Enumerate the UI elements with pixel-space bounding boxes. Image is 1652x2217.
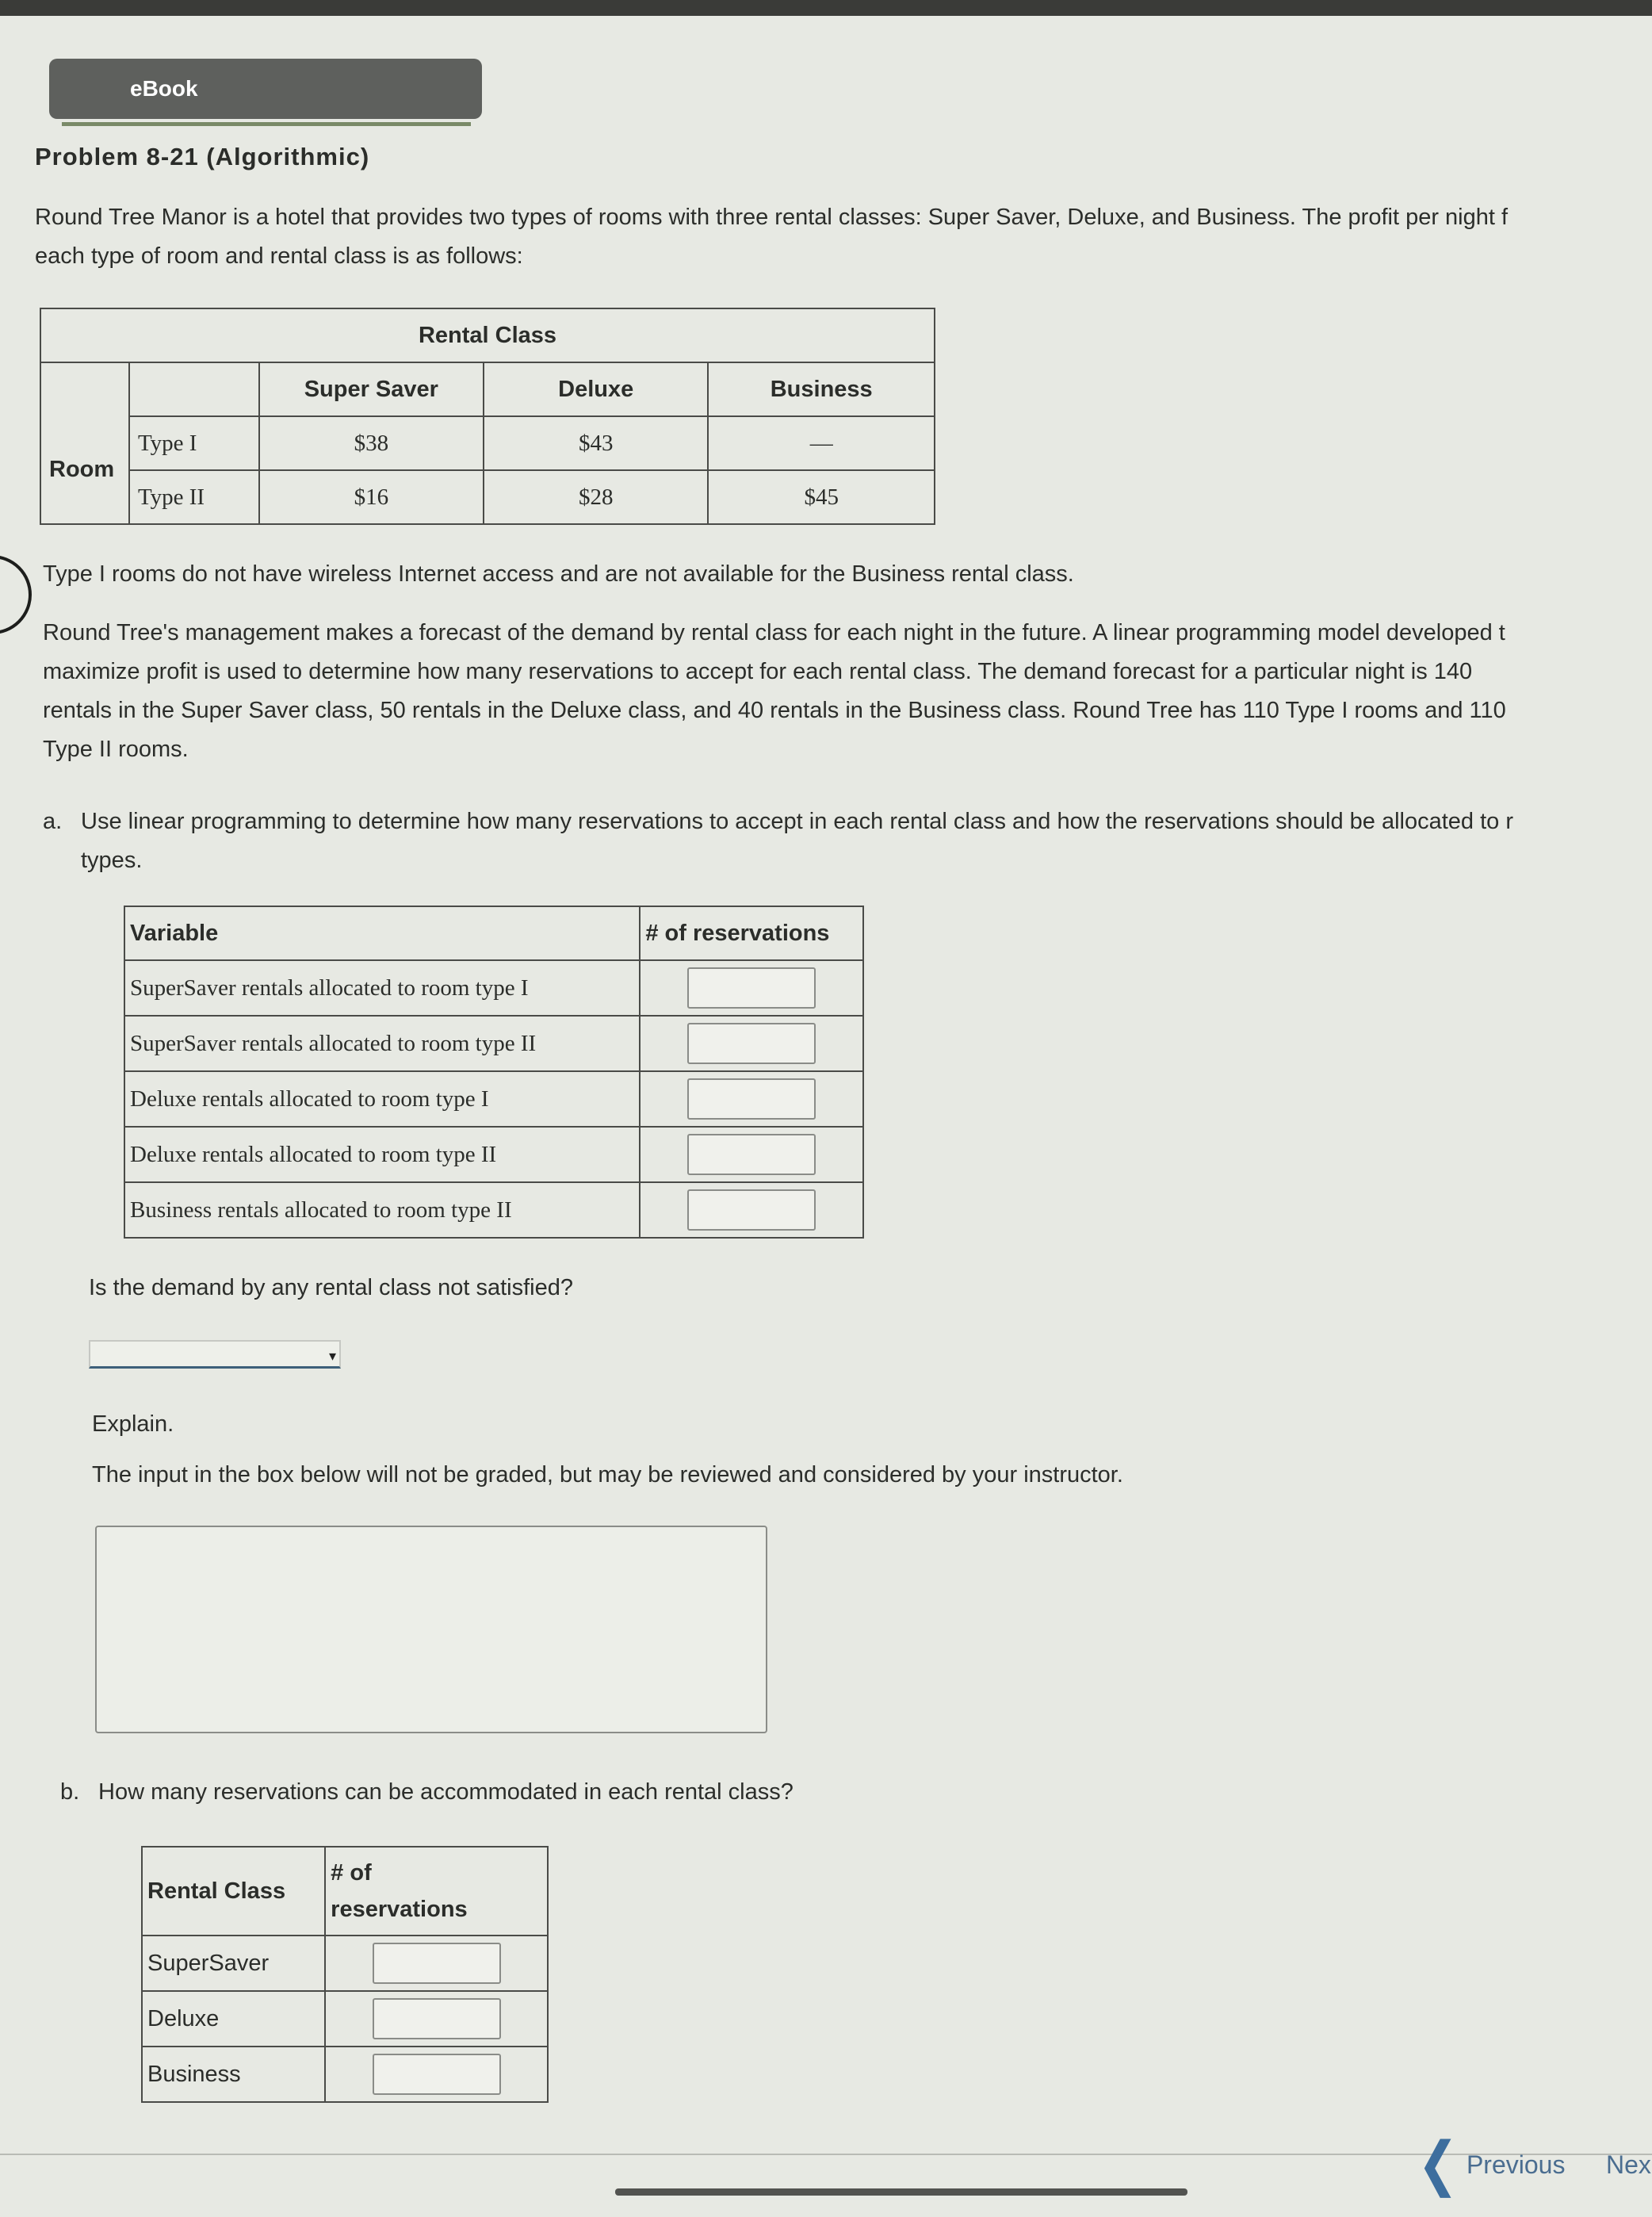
profit-cell: $16 — [259, 470, 484, 524]
previous-label: Previous — [1466, 2150, 1566, 2179]
profit-cell: $38 — [259, 416, 484, 470]
variable-label: Deluxe rentals allocated to room type I — [124, 1071, 640, 1127]
deluxe-type-ii-input[interactable] — [687, 1134, 816, 1175]
supersaver-reservations-input[interactable] — [373, 1943, 501, 1984]
profit-cell: — — [708, 416, 935, 470]
col-super-saver: Super Saver — [259, 362, 484, 416]
accommodation-table — [141, 1846, 549, 2103]
col-deluxe: Deluxe — [484, 362, 708, 416]
next-button[interactable]: Nex — [1606, 2150, 1651, 2179]
explain-note: The input in the box below will not be graded, but may be reviewed and considered by your instructor. — [92, 1462, 1123, 1488]
row-type-i: Type I — [129, 416, 259, 470]
part-b-label: b. — [60, 1779, 80, 1805]
rental-class-label: Business — [142, 2047, 325, 2102]
profit-cell: $43 — [484, 416, 708, 470]
ebook-underline — [62, 122, 471, 126]
profit-cell: $28 — [484, 470, 708, 524]
deluxe-type-i-input[interactable] — [687, 1078, 816, 1120]
top-bar — [0, 0, 1652, 16]
allocation-table — [124, 906, 864, 1239]
room-label: Room — [40, 416, 129, 524]
demand-question: Is the demand by any rental class not satisfied? — [89, 1275, 573, 1300]
intro-text: Round Tree Manor is a hotel that provides two types of rooms with three rental classes: Super Saver, Deluxe, and Business. The profit per night f each type of room and rental class is as follows: — [35, 205, 1509, 269]
col-variable: Variable — [124, 906, 640, 960]
rental-class-label: SuperSaver — [142, 1936, 325, 1991]
business-reservations-input[interactable] — [373, 2054, 501, 2095]
part-b-question: How many reservations can be accommodated in each rental class? — [98, 1779, 793, 1805]
row-type-ii: Type II — [129, 470, 259, 524]
variable-label: Deluxe rentals allocated to room type II — [124, 1127, 640, 1182]
footer-divider — [0, 2154, 1652, 2155]
variable-label: SuperSaver rentals allocated to room type II — [124, 1016, 640, 1071]
col-num-reservations: # of reservations — [640, 906, 863, 960]
demand-dropdown[interactable] — [89, 1340, 341, 1369]
rental-class-label: Deluxe — [142, 1991, 325, 2047]
explain-label: Explain. — [92, 1411, 174, 1437]
part-a-question: Use linear programming to determine how many reservations to accept in each rental class and how the reservations should be allocated to r types. — [81, 809, 1514, 873]
variable-label: SuperSaver rentals allocated to room type I — [124, 960, 640, 1016]
side-circle-marker — [0, 555, 32, 634]
col-business: Business — [708, 362, 935, 416]
ebook-button[interactable]: eBook — [49, 59, 482, 119]
previous-button[interactable] — [1417, 2131, 1566, 2197]
explain-textarea[interactable] — [95, 1526, 767, 1733]
part-a-label: a. — [43, 809, 63, 834]
rental-class-header: Rental Class — [40, 308, 935, 362]
horizontal-scrollbar[interactable] — [615, 2188, 1187, 2196]
deluxe-reservations-input[interactable] — [373, 1998, 501, 2039]
supersaver-type-ii-input[interactable] — [687, 1023, 816, 1064]
profit-cell: $45 — [708, 470, 935, 524]
forecast-text: Round Tree's management makes a forecast of the demand by rental class for each night in the future. A linear programming model developed t maximize profit is used to determine how many reservations to accept for each rental class. The demand forecast for a particular night is 140 rentals in the Super Saver class, 50 rentals in the Deluxe class, and 40 rentals in the Business class. Round Tree has 110 Type I rooms and 110 Type II rooms. — [43, 620, 1506, 762]
note-text: Type I rooms do not have wireless Internet access and are not available for the Business rental class. — [43, 561, 1074, 587]
business-type-ii-input[interactable] — [687, 1189, 816, 1231]
variable-label: Business rentals allocated to room type II — [124, 1182, 640, 1238]
chevron-down-icon: ▾ — [328, 1348, 336, 1364]
supersaver-type-i-input[interactable] — [687, 967, 816, 1009]
col-rental-class: Rental Class — [142, 1847, 325, 1936]
profit-table — [40, 308, 935, 525]
problem-title: Problem 8-21 (Algorithmic) — [35, 143, 370, 170]
col-num-reservations: # of reservations — [325, 1847, 548, 1936]
chevron-left-icon: ❮ — [1417, 2131, 1459, 2197]
